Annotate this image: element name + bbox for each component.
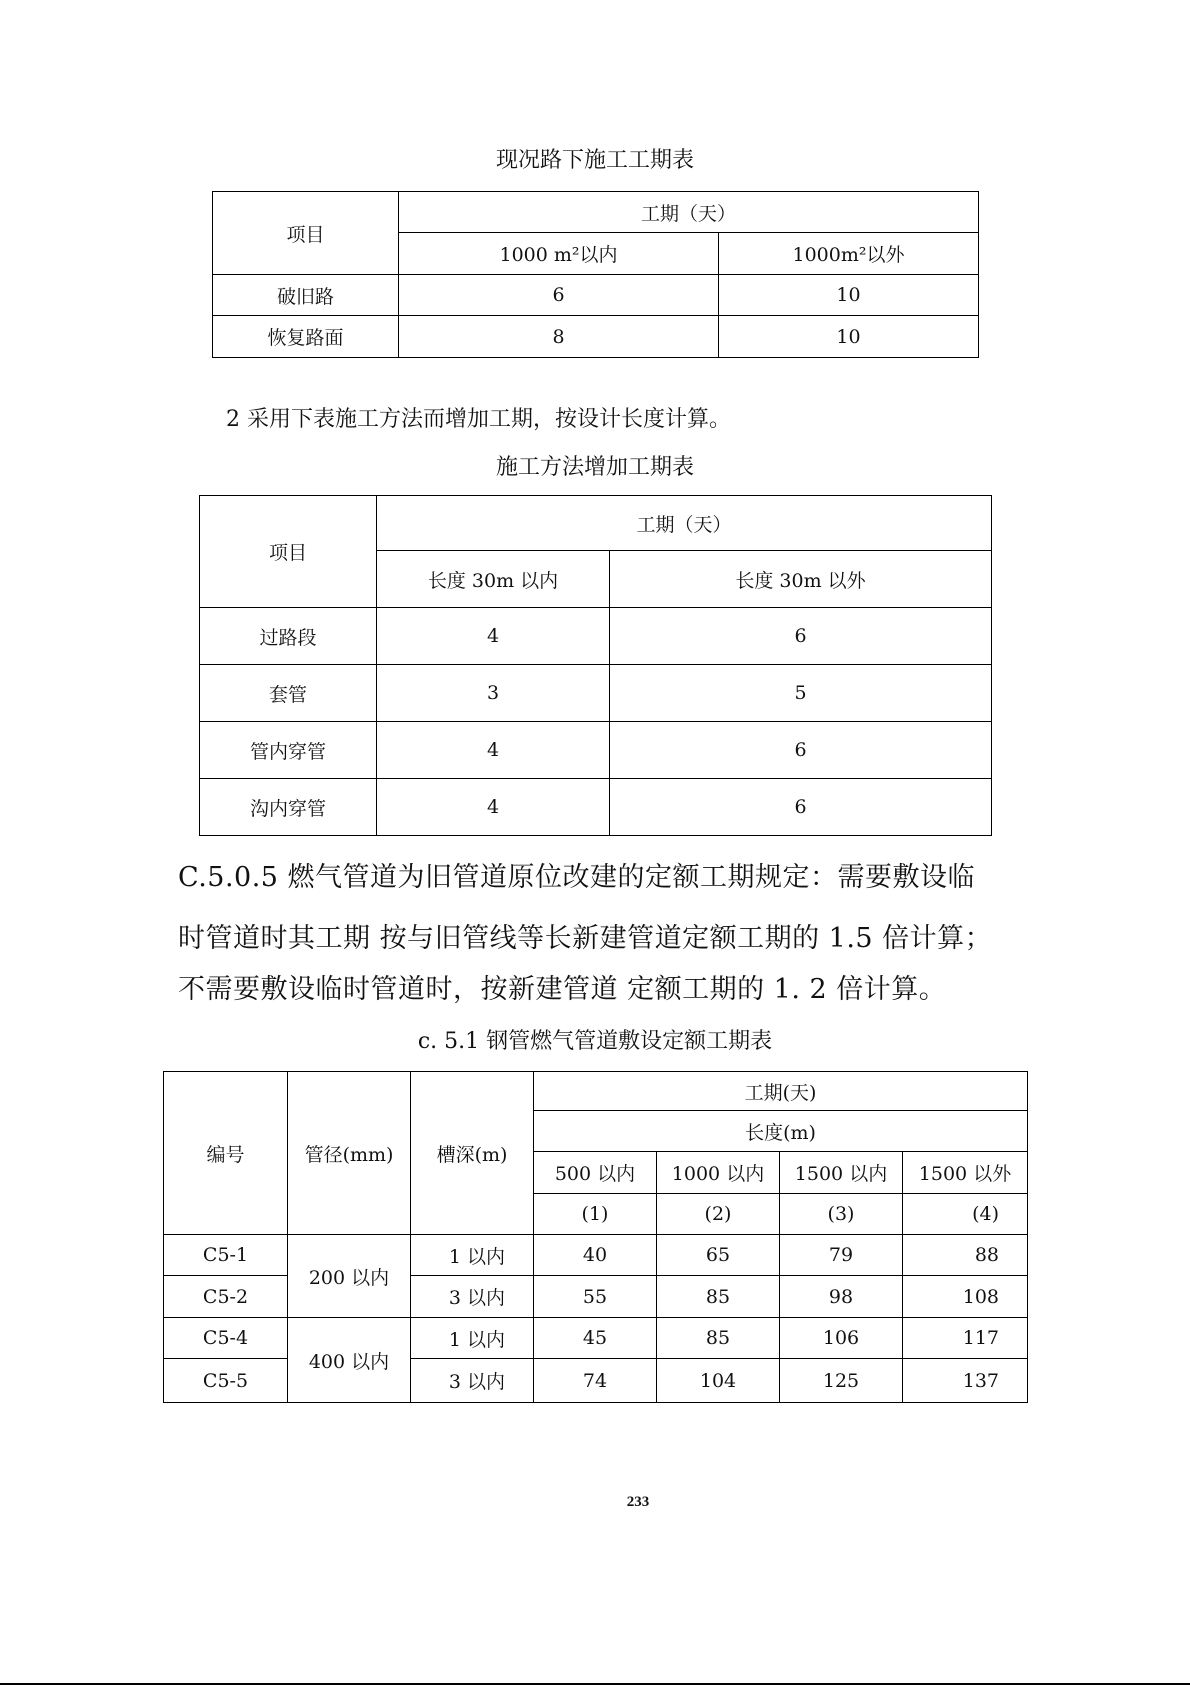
table3-header-code: 编号 xyxy=(164,1072,288,1235)
table3-title: c. 5.1 钢管燃气管道敷设定额工期表 xyxy=(417,1029,773,1054)
row-depth: 3 以内 xyxy=(411,1359,534,1403)
row-value: 8 xyxy=(399,316,719,358)
row-value: 5 xyxy=(610,665,992,722)
table3-header-diameter: 管径(mm) xyxy=(288,1072,411,1235)
row-value: 79 xyxy=(780,1235,903,1276)
table3-header-depth: 槽深(m) xyxy=(411,1072,534,1235)
table3-col-header: 1000 以内 xyxy=(657,1152,780,1194)
row-value: 4 xyxy=(377,608,610,665)
row-value: 45 xyxy=(534,1318,657,1359)
table3-header-length: 长度(m) xyxy=(534,1111,1028,1152)
table3-col-number: (2) xyxy=(657,1194,780,1235)
row-item: 套管 xyxy=(200,665,377,722)
row-value: 4 xyxy=(377,779,610,836)
row-value: 85 xyxy=(657,1276,780,1318)
row-item: 沟内穿管 xyxy=(200,779,377,836)
page-number: 233 xyxy=(626,1494,650,1510)
row-value: 106 xyxy=(780,1318,903,1359)
row-value: 6 xyxy=(399,275,719,316)
row-value: 74 xyxy=(534,1359,657,1403)
row-value: 40 xyxy=(534,1235,657,1276)
table2-header-period: 工期（天） xyxy=(377,496,992,551)
table3-col-header: 1500 以外 xyxy=(903,1152,1028,1194)
table-row xyxy=(213,275,979,316)
row-depth: 1 以内 xyxy=(411,1235,534,1276)
table3-col-number: (3) xyxy=(780,1194,903,1235)
paragraph-line: 不需要敷设临时管道时，按新建管道 定额工期的 1. 2 倍计算。 xyxy=(178,974,947,1005)
row-value: 65 xyxy=(657,1235,780,1276)
row-item: 管内穿管 xyxy=(200,722,377,779)
steel-pipe-period-table xyxy=(163,1071,1028,1403)
table3-col-header: 1500 以内 xyxy=(780,1152,903,1194)
row-item: 恢复路面 xyxy=(213,316,399,358)
table3-col-number: (1) xyxy=(534,1194,657,1235)
row-value: 88 xyxy=(903,1235,1028,1276)
row-value: 6 xyxy=(610,608,992,665)
row-value: 10 xyxy=(719,316,979,358)
row-value: 125 xyxy=(780,1359,903,1403)
method-period-table xyxy=(199,495,992,836)
row-value: 104 xyxy=(657,1359,780,1403)
row-code: C5-4 xyxy=(164,1318,288,1359)
row-depth: 3 以内 xyxy=(411,1276,534,1318)
row-item: 破旧路 xyxy=(213,275,399,316)
row-diameter: 200 以内 xyxy=(288,1235,411,1318)
table2-col1: 长度 30m 以内 xyxy=(377,551,610,608)
paragraph-line: 时管道时其工期 按与旧管线等长新建管道定额工期的 1.5 倍计算； xyxy=(178,923,993,954)
table1-header-item: 项目 xyxy=(213,192,399,275)
table3-col-header: 500 以内 xyxy=(534,1152,657,1194)
table-row xyxy=(200,608,992,665)
table2-col2: 长度 30m 以外 xyxy=(610,551,992,608)
row-value: 3 xyxy=(377,665,610,722)
table1-header-period: 工期（天） xyxy=(399,192,979,233)
row-value: 6 xyxy=(610,779,992,836)
table2-title: 施工方法增加工期表 xyxy=(495,455,694,480)
table3-header-period: 工期(天) xyxy=(534,1072,1028,1111)
note-text: 2 采用下表施工方法而增加工期，按设计长度计算。 xyxy=(226,407,731,432)
table2-header-item: 项目 xyxy=(200,496,377,608)
table-row xyxy=(164,1318,1028,1359)
row-depth: 1 以内 xyxy=(411,1318,534,1359)
table1-col2: 1000m²以外 xyxy=(719,233,979,275)
worksite-period-table xyxy=(212,191,979,358)
row-code: C5-1 xyxy=(164,1235,288,1276)
table3-col-number: (4) xyxy=(903,1194,1028,1235)
row-value: 117 xyxy=(903,1318,1028,1359)
table-row xyxy=(200,665,992,722)
table-row xyxy=(213,316,979,358)
row-item: 过路段 xyxy=(200,608,377,665)
table-row xyxy=(200,722,992,779)
table-row xyxy=(164,1235,1028,1276)
row-value: 4 xyxy=(377,722,610,779)
row-value: 137 xyxy=(903,1359,1028,1403)
row-value: 85 xyxy=(657,1318,780,1359)
paragraph-line: C.5.0.5 燃气管道为旧管道原位改建的定额工期规定：需要敷设临 xyxy=(178,862,976,893)
row-code: C5-2 xyxy=(164,1276,288,1318)
table-row xyxy=(200,779,992,836)
row-value: 6 xyxy=(610,722,992,779)
row-value: 10 xyxy=(719,275,979,316)
row-value: 98 xyxy=(780,1276,903,1318)
row-value: 55 xyxy=(534,1276,657,1318)
row-diameter: 400 以内 xyxy=(288,1318,411,1403)
row-code: C5-5 xyxy=(164,1359,288,1403)
row-value: 108 xyxy=(903,1276,1028,1318)
table1-title: 现况路下施工工期表 xyxy=(495,148,694,173)
table1-col1: 1000 m²以内 xyxy=(399,233,719,275)
